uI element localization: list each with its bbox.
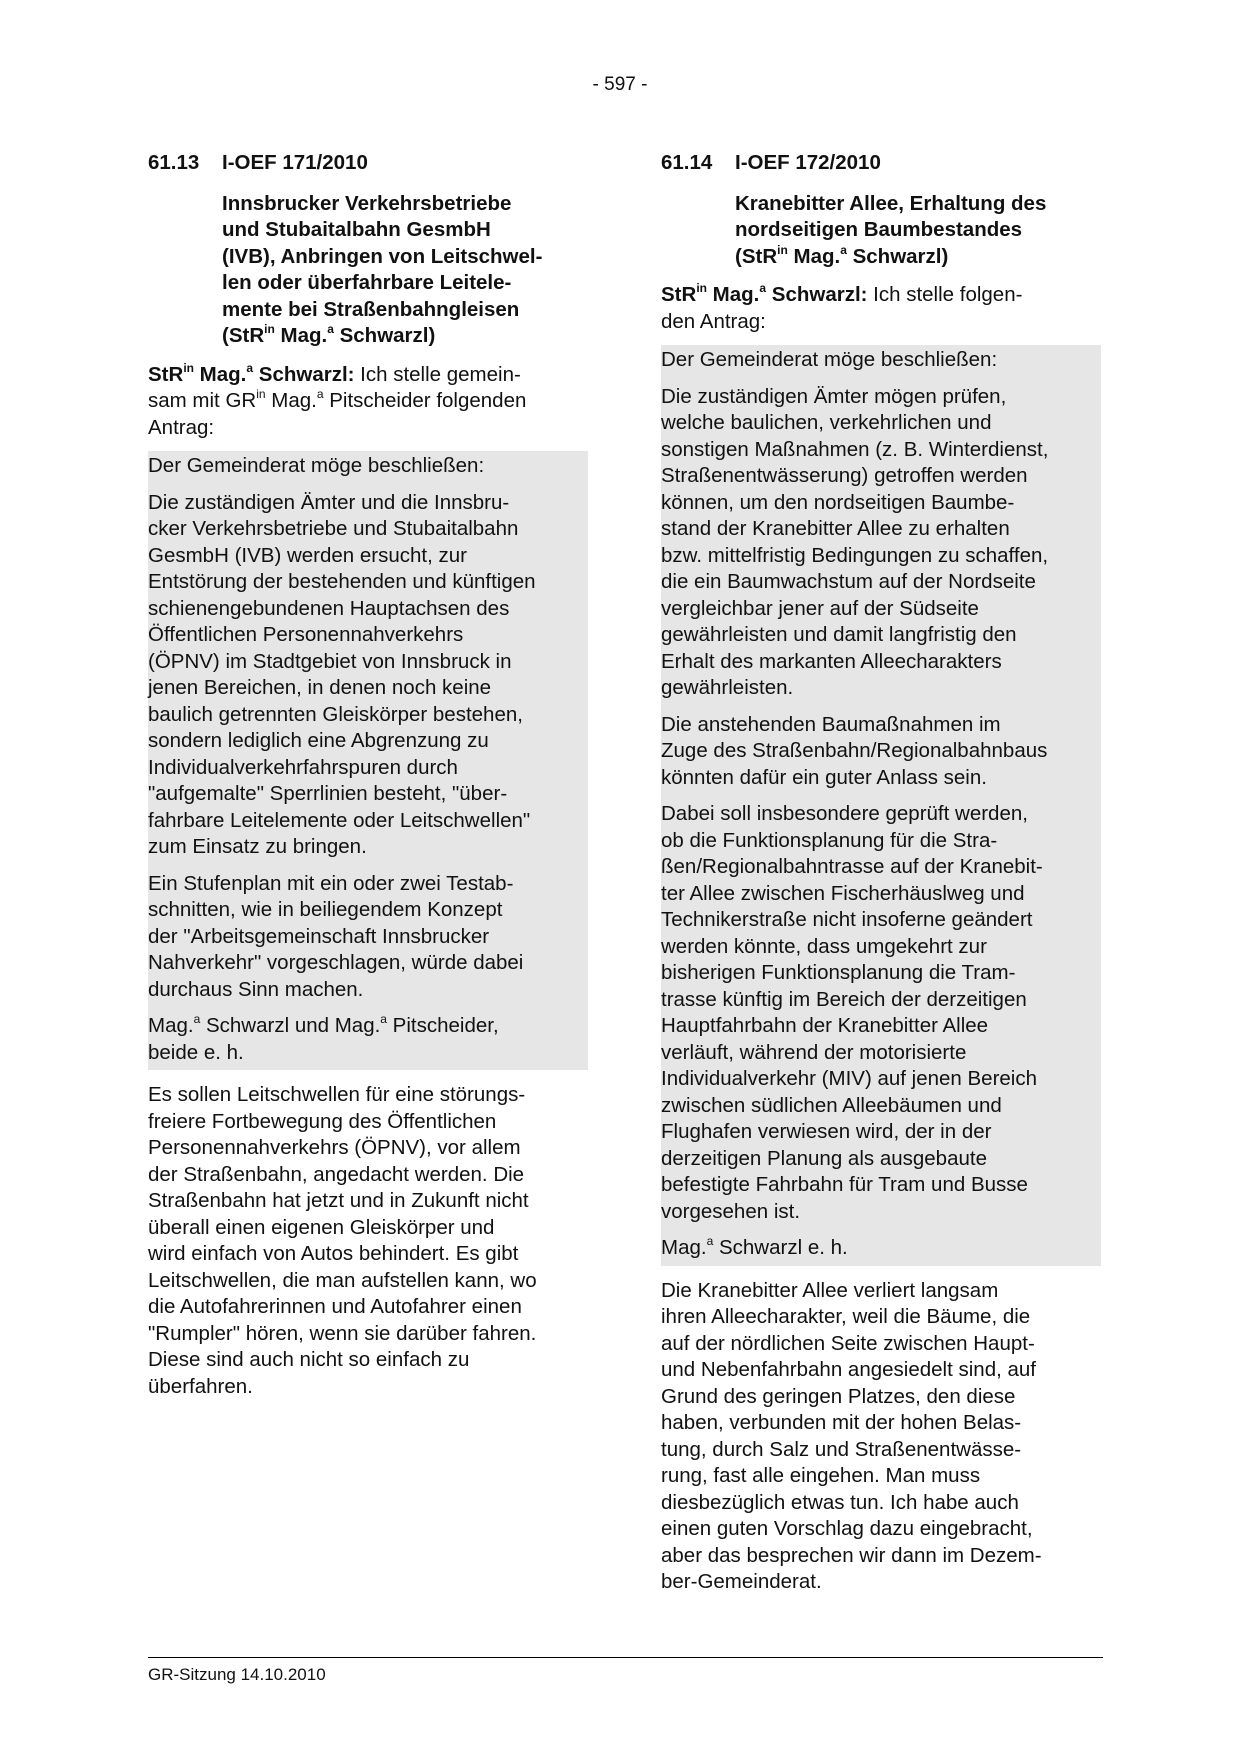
title-line: und Stubaitalbahn GesmbH [222, 218, 491, 241]
speaker-intro: StR$^{in}$ Mag.$^a$ Schwarzl: Ich stelle folgen- den Antrag: [661, 281, 1023, 333]
motion-box [661, 345, 1101, 1266]
motion-title [735, 191, 1101, 271]
page-number: - 597 - [592, 74, 648, 95]
motion-signature: Mag.$^a$ Schwarzl und Mag.$^a$ Pitscheider, beide e. h. [148, 1012, 499, 1064]
motion-intro: Der Gemeinderat möge beschließen: [148, 454, 485, 477]
agenda-heading-61-13 [148, 150, 588, 177]
title-line: len oder überfahrbare Leitele- [222, 271, 512, 294]
title-author: (StR$^{in}$ Mag.$^a$ Schwarzl) [222, 322, 436, 347]
motion-code: I-OEF 171/2010 [222, 151, 368, 174]
motion-signature: Mag.$^a$ Schwarzl e. h. [661, 1234, 848, 1259]
speaker-name: StR$^{in}$ Mag.$^a$ Schwarzl: [148, 360, 355, 386]
motion-paragraph: Die anstehenden Baumaßnahmen im Zuge des Straßenbahn/Regionalbahnbaus könnten dafür ein guter Anlass sein. [661, 712, 1048, 789]
agenda-heading-61-14 [661, 150, 1101, 177]
motion-box [148, 451, 588, 1070]
explanation-paragraph: Es sollen Leitschwellen für eine störungs- freiere Fortbewegung des Öffentlichen Personennahverkehrs (ÖPNV), vor allem der Straßenbahn, angedacht werden. Die Straßenbahn hat jetzt und in Zukunft nicht überall einen eigenen Gleiskörper und wird einfach von Autos behindert. Es gibt Leitschwellen, die man aufstellen kann, wo die Autofahrerinnen und Autofahrer einen "Rumpler" hören, wenn sie darüber fahren. Diese sind auch nicht so einfach zu überfahren. [148, 1083, 537, 1398]
motion-paragraph: Die zuständigen Ämter mögen prüfen, welche baulichen, verkehrlichen und sonstigen Maßnahmen (z. B. Winterdienst, Straßenentwässerung) getroffen werden können, um den nordseitigen Baumbe- stand der Kranebitter Allee zu erhalten bzw. mittelfristig Bedingungen zu schaffen, die ein Baumwachstum auf der Nordseite vergleichbar jener auf der Südseite gewährleisten und damit langfristig den Erhalt des markanten Alleecharakters gewährleisten. [661, 384, 1049, 699]
agenda-number: 61.13 [148, 151, 200, 174]
motion-paragraph: Die zuständigen Ämter und die Innsbru- cker Verkehrsbetriebe und Stubaitalbahn GesmbH (IVB) werden ersucht, zur Entstörung der bestehenden und künftigen schienengebundenen Hauptachsen des Öffentlichen Personennahverkehrs (ÖPNV) im Stadtgebiet von Innsbruck in jenen Bereichen, in denen noch keine baulich getrennten Gleiskörper bestehen, sondern lediglich eine Abgrenzung zu Individualverkehrfahrspuren durch "aufgemalte" Sperrlinien besteht, "über- fahrbare Leitelemente oder Leitschwellen" zum Einsatz zu bringen. [148, 490, 536, 858]
footer-divider [148, 1657, 1103, 1658]
title-line: (IVB), Anbringen von Leitschwel- [222, 244, 543, 268]
footer-session-date: GR-Sitzung 14.10.2010 [148, 1665, 326, 1684]
title-line: Innsbrucker Verkehrsbetriebe [222, 191, 512, 215]
title-author: (StR$^{in}$ Mag.$^a$ Schwarzl) [735, 242, 949, 268]
speaker-name: StR$^{in}$ Mag.$^a$ Schwarzl: [661, 281, 868, 306]
title-line: nordseitigen Baumbestandes [735, 218, 1023, 241]
title-line: mente bei Straßenbahngleisen [222, 297, 520, 321]
motion-paragraph: Dabei soll insbesondere geprüft werden, ob die Funktionsplanung für die Stra- ßen/Regionalbahntrasse auf der Kranebit- ter Allee zwischen Fischerhäuslweg und Technikerstraße nicht insoferne geändert werden könnte, dass umgekehrt zur bisherigen Funktionsplanung die Tram- trasse künftig im Bereich der derzeitigen Hauptfahrbahn der Kranebitter Allee verläuft, während der motorisierte Individualverkehr (MIV) auf jenen Bereich zwischen südlichen Alleebäumen und Flughafen verwiesen wird, der in der derzeitigen Planung als ausgebaute befestigte Fahrbahn für Tram und Busse vorgesehen ist. [661, 802, 1043, 1223]
motion-title [222, 191, 588, 350]
agenda-number: 61.14 [661, 151, 713, 174]
speaker-intro: StR$^{in}$ Mag.$^a$ Schwarzl: Ich stelle gemein- sam mit $GR^{in}$ Mag.$^a$ Pitscheider folgenden Antrag: [148, 360, 527, 439]
title-line: Kranebitter Allee, Erhaltung des [735, 191, 1047, 215]
motion-paragraph: Ein Stufenplan mit ein oder zwei Testab- schnitten, wie in beiliegendem Konzept der "Arbeitsgemeinschaft Innsbrucker Nahverkehr" vorgeschlagen, würde dabei durchaus Sinn machen. [148, 871, 524, 1001]
motion-intro: Der Gemeinderat möge beschließen: [661, 348, 998, 371]
left-column [148, 150, 588, 1410]
motion-code: I-OEF 172/2010 [735, 151, 881, 174]
explanation-paragraph: Die Kranebitter Allee verliert langsam ihren Alleecharakter, weil die Bäume, die auf der nördlichen Seite zwischen Haupt- und Nebenfahrbahn angesiedelt sind, auf Grund des geringen Platzes, den diese haben, verbunden mit der hohen Belas- tung, durch Salz und Straßenentwässe- rung, fast alle eingehen. Man muss diesbezüglich etwas tun. Ich habe auch einen guten Vorschlag dazu eingebracht, aber das besprechen wir dann im Dezem- ber-Gemeinderat. [661, 1278, 1042, 1593]
right-column [661, 150, 1101, 1606]
